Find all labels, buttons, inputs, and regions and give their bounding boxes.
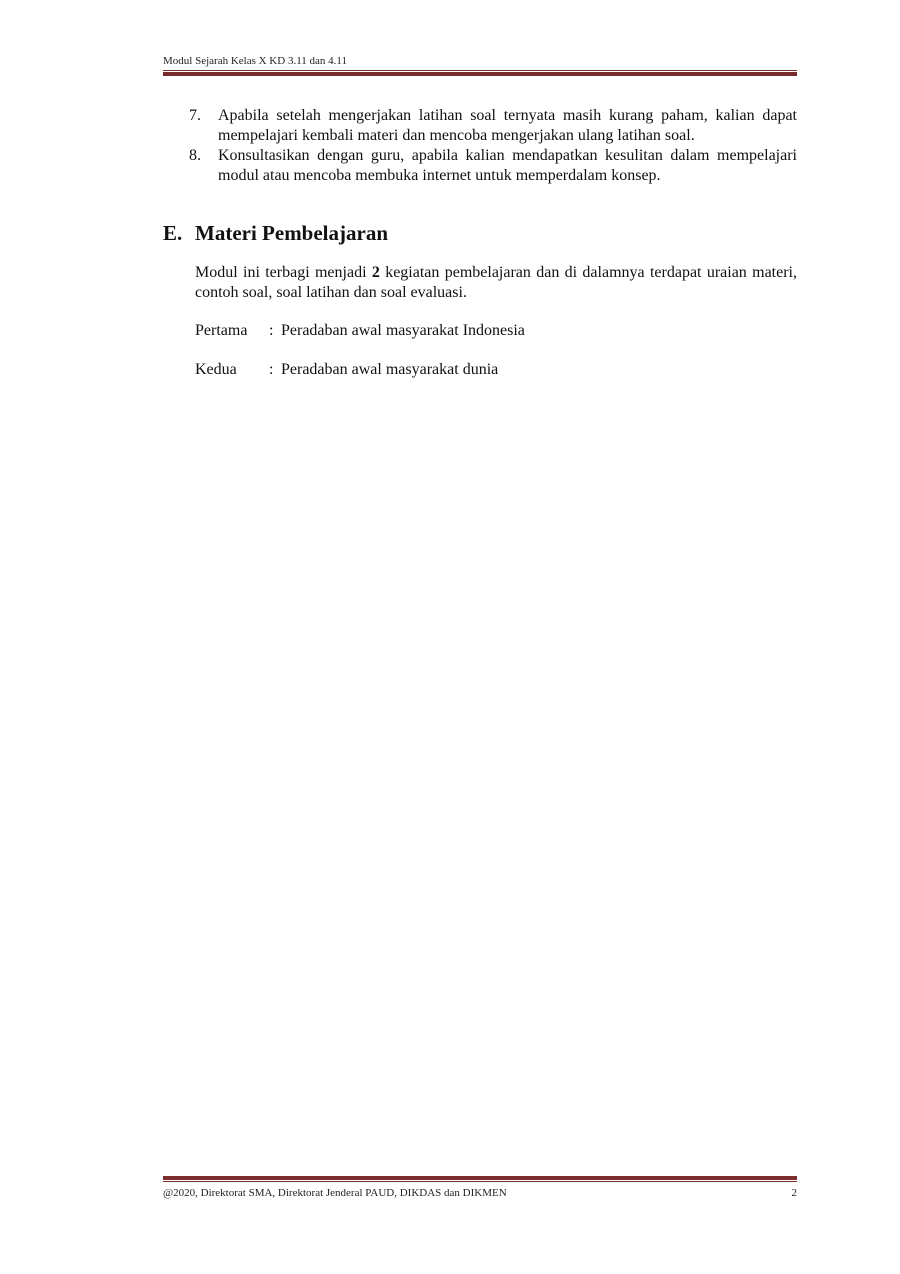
definition-row [195,360,797,380]
page-header [163,54,797,76]
header-rule [163,70,797,76]
list-item-number: 7. [189,107,201,124]
section-letter: E. [163,221,183,245]
definition-term: Pertama [195,322,248,339]
section-heading [163,219,797,247]
section-paragraph [195,263,797,303]
section-title: Materi Pembelajaran [195,221,389,245]
definition-desc: Peradaban awal masyarakat Indonesia [281,322,525,339]
paragraph-text-end: kegiatan pembelajaran dan di dalamnya terdapat uraian materi, contoh soal, soal latihan dan soal evaluasi. [195,264,797,301]
footer-copyright: @2020, Direktorat SMA, Direktorat Jenderal PAUD, DIKDAS dan DIKMEN [163,1187,507,1199]
header-rule-thin [163,70,797,71]
list-item-text: Apabila setelah mengerjakan latihan soal ternyata masih kurang paham, kalian dapat mempelajari kembali materi dan mencoba mengerjakan ulang latihan soal. [218,107,797,144]
footer-rule [163,1176,797,1182]
footer-row [163,1186,797,1200]
definition-colon: : [269,322,274,339]
definition-list [195,321,797,380]
definition-colon: : [269,361,274,378]
list-item [163,106,797,146]
definition-row [195,321,797,341]
list-item [163,146,797,186]
footer-rule-thick [163,1176,797,1180]
list-item-number: 8. [189,147,201,164]
definition-term: Kedua [195,361,237,378]
header-rule-thick [163,72,797,76]
page-footer [163,1176,797,1200]
list-item-text: Konsultasikan dengan guru, apabila kalian mendapatkan kesulitan dalam mempelajari modul atau mencoba membuka internet untuk memperdalam konsep. [218,147,797,184]
paragraph-bold-count: 2 [371,264,380,281]
footer-rule-thin [163,1181,797,1182]
page-content [163,106,797,399]
page-number: 2 [791,1187,797,1199]
numbered-list [163,106,797,186]
definition-desc: Peradaban awal masyarakat dunia [281,361,499,378]
header-title: Modul Sejarah Kelas X KD 3.11 dan 4.11 [163,55,348,67]
paragraph-text-start: Modul ini terbagi menjadi [195,264,372,281]
